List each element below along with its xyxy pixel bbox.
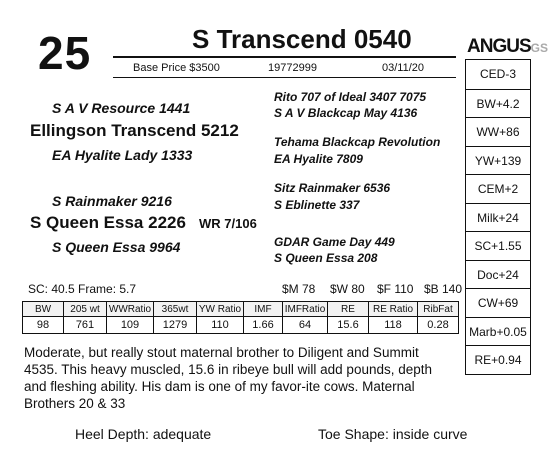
logo-suffix: GS (530, 41, 548, 55)
title-divider (113, 56, 456, 58)
epd-cell: Doc+24 (466, 260, 530, 290)
sire-sire-sire: Rito 707 of Ideal 3407 7075 (274, 90, 427, 104)
sire: Ellingson Transcend 5212 (30, 121, 239, 140)
sire-dam-sire: Tehama Blackcap Revolution (274, 135, 441, 149)
dam-dam-sire: GDAR Game Day 449 (274, 235, 395, 249)
sc-frame: SC: 40.5 Frame: 5.7 (28, 282, 137, 296)
performance-table (22, 301, 459, 334)
column-header: BW (23, 302, 64, 317)
table-cell: 110 (197, 317, 244, 334)
dam-dam-dam: S Queen Essa 208 (274, 251, 378, 265)
toe-shape: Toe Shape: inside curve (318, 426, 468, 442)
dam-sire-sire: Sitz Rainmaker 6536 (274, 181, 391, 195)
column-header: RE Ratio (369, 302, 418, 317)
sire-dam-dam: EA Hyalite 7809 (274, 152, 363, 166)
angus-gs-logo (467, 36, 548, 59)
epd-cell: Marb+0.05 (466, 317, 530, 347)
table-cell: 98 (23, 317, 64, 334)
dam-dam: S Queen Essa 9964 (52, 239, 181, 255)
column-header: 365wt (154, 302, 197, 317)
dam: S Queen Essa 2226 (30, 213, 186, 232)
index-b: $B 140 (424, 282, 463, 296)
sire-sire-dam: S A V Blackcap May 4136 (274, 106, 418, 120)
epd-cell: RE+0.94 (466, 345, 530, 375)
table-cell: 0.28 (418, 317, 459, 334)
table-cell: 15.6 (328, 317, 369, 334)
epd-cell: YW+139 (466, 146, 530, 176)
meta-divider (113, 77, 456, 78)
table-row (23, 317, 459, 334)
column-header: WWRatio (107, 302, 154, 317)
heel-depth: Heel Depth: adequate (75, 426, 212, 442)
registration-number: 19772999 (268, 62, 317, 74)
column-header: YW Ratio (197, 302, 244, 317)
index-m: $M 78 (282, 282, 316, 296)
column-header: IMF (244, 302, 283, 317)
epd-cell: SC+1.55 (466, 231, 530, 261)
birth-date: 03/11/20 (382, 62, 425, 74)
epd-panel (465, 59, 531, 375)
comments: Moderate, but really stout maternal brother to Diligent and Summit 4535. This heavy muscled, 15.6 in ribeye bull will add pounds, depth and fleshing ability. His dam is one of my favor-ite cows. Maternal Brothers 20 & 33 (24, 345, 433, 411)
epd-cell: CEM+2 (466, 174, 530, 204)
dam-sire: S Rainmaker 9216 (52, 193, 172, 209)
lot-number: 25 (38, 27, 92, 79)
table-cell: 118 (369, 317, 418, 334)
table-cell: 109 (107, 317, 154, 334)
sire-sire: S A V Resource 1441 (52, 100, 191, 116)
table-cell: 64 (283, 317, 328, 334)
animal-name: S Transcend 0540 (192, 24, 412, 54)
dam-sire-dam: S Eblinette 337 (274, 198, 360, 212)
base-price: Base Price $3500 (133, 62, 220, 74)
epd-cell: CED-3 (479, 67, 516, 81)
column-header: RE (328, 302, 369, 317)
epd-cell: Milk+24 (466, 203, 530, 233)
sire-dam: EA Hyalite Lady 1333 (52, 147, 193, 163)
table-cell: 761 (64, 317, 107, 334)
dam-weaning-ratio: WR 7/106 (199, 216, 257, 231)
column-header: RibFat (418, 302, 459, 317)
column-header: 205 wt (64, 302, 107, 317)
table-cell: 1.66 (244, 317, 283, 334)
epd-cell: WW+86 (466, 117, 530, 147)
column-header: IMFRatio (283, 302, 328, 317)
table-cell: 1279 (154, 317, 197, 334)
epd-cell: CW+69 (466, 288, 530, 318)
table-header-row (23, 302, 459, 317)
epd-cell: BW+4.2 (466, 89, 530, 119)
index-w: $W 80 (330, 282, 365, 296)
index-f: $F 110 (377, 282, 414, 296)
logo-main: ANGUS (467, 36, 531, 57)
